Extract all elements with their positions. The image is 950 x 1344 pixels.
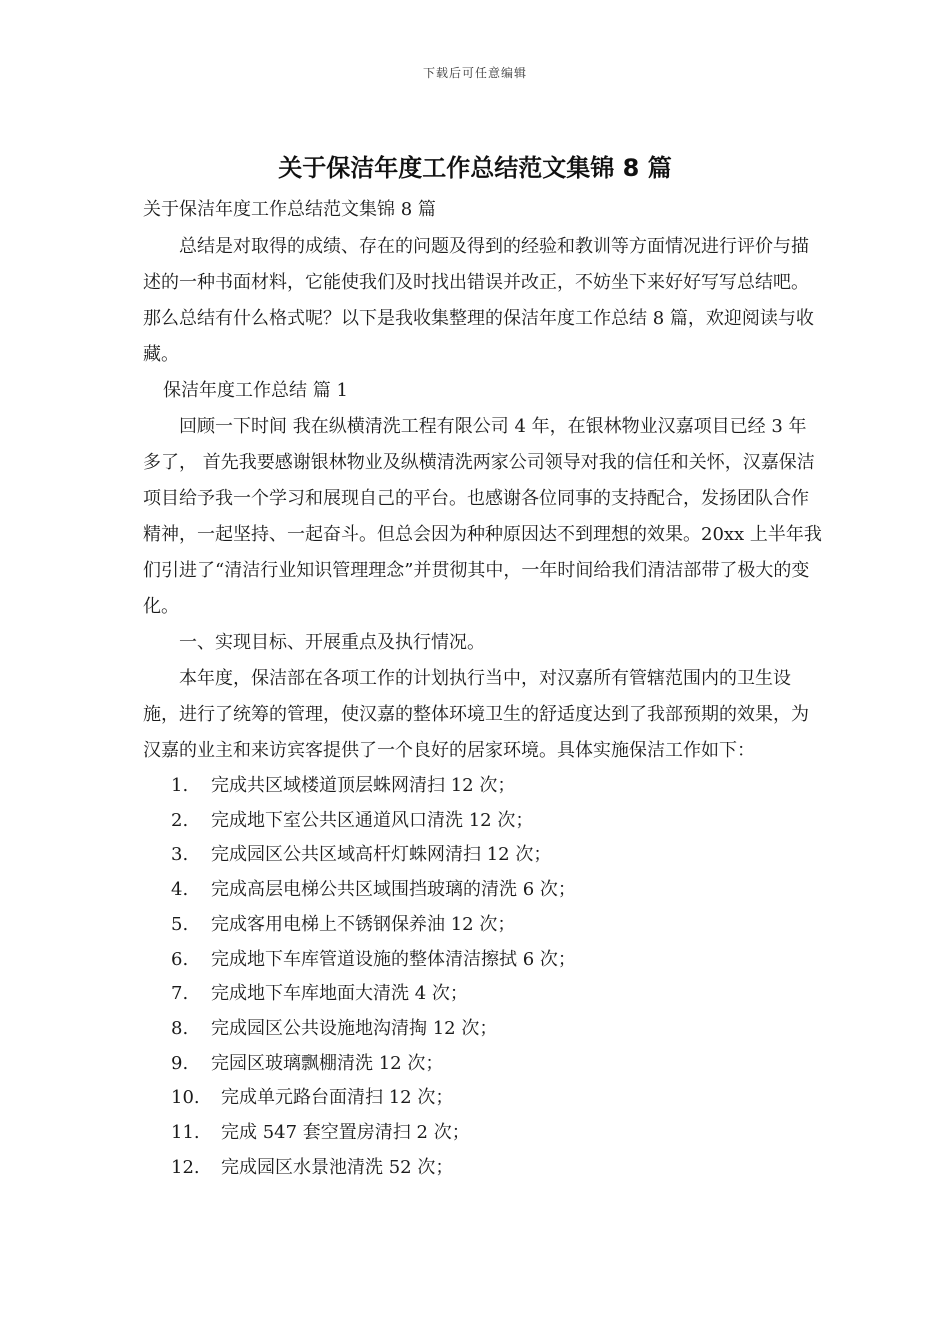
list-item <box>143 1151 823 1186</box>
list-item-text: 完成高层电梯公共区域围挡玻璃的清洗 6 次； <box>211 879 576 901</box>
list-item-text: 完成地下车库管道设施的整体清洁擦拭 6 次； <box>211 948 576 970</box>
section-heading: 保洁年度工作总结 篇 1 <box>163 380 348 401</box>
list-item-text: 完成地下室公共区通道风口清洗 12 次； <box>211 809 534 831</box>
list-item <box>143 1081 823 1116</box>
list-item <box>143 873 823 908</box>
intro-paragraph: 总结是对取得的成绩、存在的问题及得到的经验和教训等方面情况进行评价与描述的一种书面材料，它能使我们及时找出错误并改正，不妨坐下来好好写写总结吧。那么总结有什么格式呢？以下是我收集整理的保洁年度工作总结 8 篇，欢迎阅读与收藏。 <box>143 236 814 365</box>
list-item <box>143 977 823 1012</box>
document-subtitle: 关于保洁年度工作总结范文集锦 8 篇 <box>143 199 436 220</box>
list-item <box>143 769 823 804</box>
list-item <box>143 804 823 839</box>
list-item <box>143 1116 823 1151</box>
list-item-text: 完成客用电梯上不锈钢保养油 12 次； <box>211 913 516 935</box>
heading-part-one: 一、实现目标、开展重点及执行情况。 <box>179 632 485 653</box>
list-item-number: 1. <box>171 775 189 796</box>
list-item-text: 完成园区公共区域高杆灯蛛网清扫 12 次； <box>211 844 552 866</box>
document-body <box>143 197 823 1185</box>
list-item <box>143 908 823 943</box>
list-item-text: 完成园区水景池清洗 52 次； <box>221 1156 454 1178</box>
list-item-text: 完成地下车库地面大清洗 4 次； <box>211 983 468 1005</box>
body-paragraph-2: 本年度，保洁部在各项工作的计划执行当中，对汉嘉所有管辖范围内的卫生设施，进行了统筹的管理，使汉嘉的整体环境卫生的舒适度达到了我部预期的效果，为汉嘉的业主和来访宾客提供了一个良好的居家环境。具体实施保洁工作如下： <box>143 668 809 761</box>
list-item-number: 7. <box>171 983 189 1005</box>
list-item-number: 11. <box>171 1122 200 1144</box>
list-item-number: 12. <box>171 1156 200 1178</box>
list-item-number: 3. <box>171 844 189 866</box>
list-item <box>143 1047 823 1082</box>
header-note: 下载后可任意编辑 <box>422 66 527 80</box>
document-title: 关于保洁年度工作总结范文集锦 8 篇 <box>278 154 672 182</box>
list-item-text: 完成园区公共设施地沟清掏 12 次； <box>211 1017 498 1039</box>
list-item-text: 完成单元路台面清扫 12 次； <box>221 1087 454 1109</box>
list-item <box>143 1012 823 1047</box>
list-item-number: 6. <box>171 948 189 970</box>
list-item <box>143 838 823 873</box>
list-item-number: 10. <box>171 1087 200 1109</box>
list-item-text: 完成 547 套空置房清扫 2 次； <box>221 1122 470 1144</box>
list-item-text: 完成共区域楼道顶层蛛网清扫 12 次； <box>211 775 516 796</box>
body-paragraph-1: 回顾一下时间 我在纵横清洗工程有限公司 4 年，在银林物业汉嘉项目已经 3 年多了， 首先我要感谢银林物业及纵横清洗两家公司领导对我的信任和关怀，汉嘉保洁项目给予我一个学习和展现自己的平台。也感谢各位同事的支持配合，发扬团队合作精神，一起坚持、一起奋斗。但总会因为种种原因达不到理想的效果。20xx 上半年我们引进了“清洁行业知识管理理念”并贯彻其中，一年时间给我们清洁部带了极大的变化。 <box>143 416 822 617</box>
list-item-number: 4. <box>171 879 189 901</box>
list-item-number: 9. <box>171 1052 189 1074</box>
list-item-number: 5. <box>171 913 189 935</box>
task-list <box>143 769 823 1185</box>
list-item <box>143 943 823 978</box>
list-item-text: 完园区玻璃飘棚清洗 12 次； <box>211 1052 444 1074</box>
list-item-number: 2. <box>171 809 189 831</box>
list-item-number: 8. <box>171 1017 189 1039</box>
